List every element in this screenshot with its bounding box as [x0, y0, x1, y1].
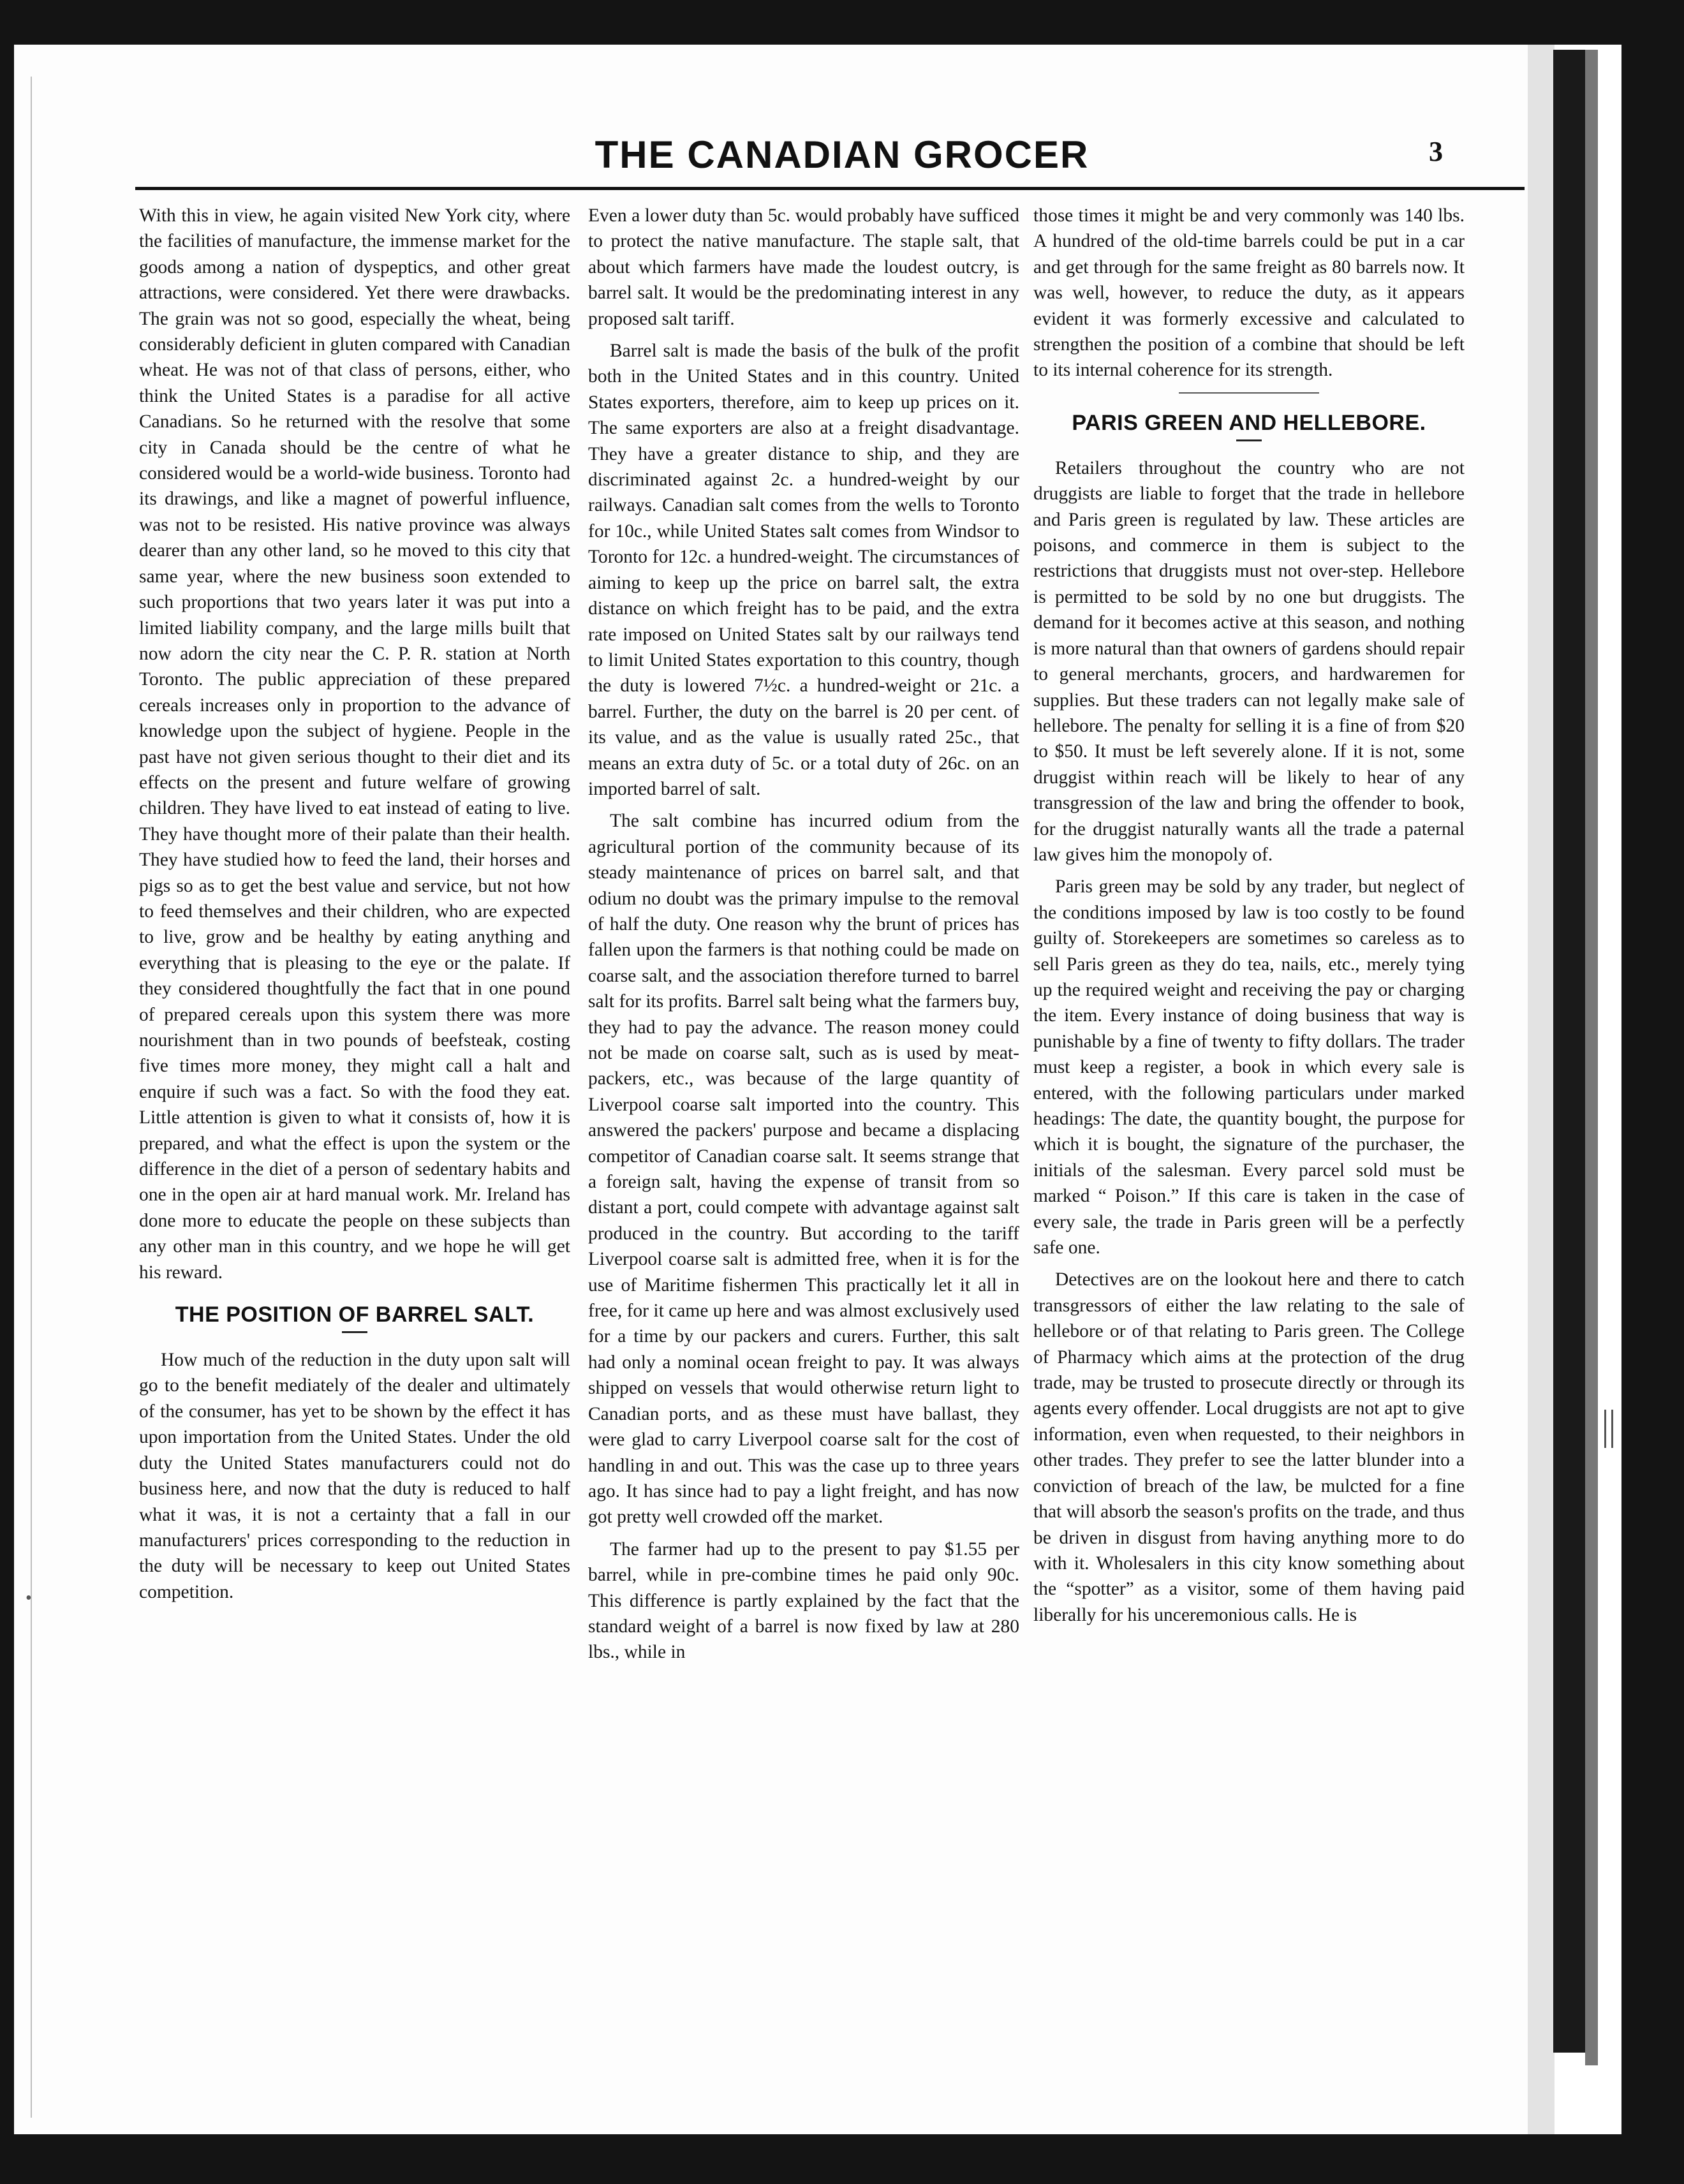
scan-border-right	[1621, 0, 1684, 2184]
book-spine	[1553, 50, 1585, 2053]
paris-green-paragraph-3: Detectives are on the lookout here and there to catch transgressors of either the law relating to the sale of hellebore or of that relating to Paris green. The College of Pharmacy which aims at the protection of the drug trade, may be trusted to prosecute directly or through its agents every offender. Local druggists are not apt to give information, even when requested, to their neighbors in other trades. They prefer to see the latter blunder into a conviction of breach of the law, be mulcted for a fine that will absorb the season's profits on the trade, and thus be driven in disgust from having anything more to do with it. Wholesalers in this city know something about the “spotter” as a visitor, some of them having paid liberally for his unceremonious calls. He is	[1033, 1269, 1465, 1625]
scan-border-left	[0, 0, 14, 2184]
heading-rule	[1236, 439, 1262, 441]
page-fold-shadow	[1528, 45, 1555, 2134]
scan-border-bottom	[0, 2134, 1684, 2184]
page-title: THE CANADIAN GROCER	[595, 133, 1089, 176]
heading-rule	[342, 1331, 367, 1333]
barrel-salt-paragraph-3: Barrel salt is made the basis of the bulk of the profit both in the United States and in this country. United States exporters, therefore, aim to keep up prices on it. The same exporters are also at a freight disadvantage. They have a greater distance to ship, and they are discriminated against 2c. a hundred-weight by our railways. Canadian salt comes from the wells to Toronto for 10c., while United States salt comes from Windsor to Toronto for 12c. a hundred-weight. The circumstances of aiming to keep up the price on barrel salt, the extra distance on which freight has to be paid, and the extra rate imposed on United States salt by our railways tend to limit United States exportation to this country, though the duty is lowered 7½c. a hundred-weight or 21c. a barrel. Further, the duty on the barrel is 20 per cent. of its value, and as the value is usually rated 25c., that means an extra duty of 5c. or a total duty of 26c. on an imported barrel of salt.	[588, 341, 1019, 799]
margin-speck: •	[26, 1588, 32, 1608]
binding-crease	[31, 77, 32, 2118]
section-divider	[1179, 392, 1319, 394]
column-1	[139, 203, 570, 2088]
book-spine-edge	[1585, 50, 1598, 2065]
edge-scratch	[1604, 1410, 1613, 1448]
article-heading-paris-green: PARIS GREEN AND HELLEBORE.	[1072, 410, 1426, 435]
barrel-salt-paragraph-5: The farmer had up to the present to pay $1.55 per barrel, while in pre-combine times he paid only 90c. This difference is partly explained by the fact that the standard weight of a barrel is now fixed by law at 280 lbs., while in	[588, 1538, 1019, 1663]
scan-border-top	[0, 0, 1684, 45]
barrel-salt-paragraph-6: those times it might be and very commonly was 140 lbs. A hundred of the old-time barrels could be put in a car and get through for the same freight as 80 barrels now. It was well, however, to reduce the duty, as it appears evident it was formerly excessive and calculated to strengthen the position of a combine that should be left to its internal coherence for its strength.	[1033, 205, 1465, 381]
barrel-salt-paragraph-1: How much of the reduction in the duty upon salt will go to the benefit mediately of the dealer and ultimately of the consumer, has yet to be shown by the effect it has upon importation from the United States. Under the old duty the United States manufacturers could not do business here, and now that the duty is reduced to half what it was, it is not a certainty that a fall in our manufacturers' prices corresponding to the reduction in the duty will be necessary to keep out United States competition.	[139, 1350, 570, 1602]
article-continuation-paragraph: With this in view, he again visited New York city, where the facilities of manufacture, the immense market for the goods among a nation of dyspeptics, and other great attractions, were considered. Yet there were drawbacks. The grain was not so good, especially the wheat, being considerably deficient in gluten compared with Canadian wheat. He was not of that class of persons, either, who think the United States is a paradise for all active Canadians. So he returned with the resolve that some city in Canada should be the centre of what he considered would be a world-wide business. Toronto had its drawings, and like a magnet of powerful influence, was not to be resisted. His native province was always dearer than any other land, so he moved to this city that same year, where the new business soon extended to such proportions that two years later it was put into a limited liability company, and the large mills built that now adorn the city near the C. P. R. station at North Toronto. The public appreciation of these prepared cereals increases only in proportion to the advance of knowledge upon the subject of hygiene. People in the past have not given serious thought to their diet and its effects on the present and future welfare of growing children. They have lived to eat instead of eating to live. They have thought more of their palate than their health. They have studied how to feed the land, their horses and pigs so as to get the best value and service, but not how to feed themselves and their children, who are expected to live, grow and be healthy by eating anything and everything that is pleasing to the eye or the palate. If they considered thoughtfully the fact that in one pound of prepared cereals upon this system there was more nourishment than in two pounds of beefsteak, costing five times more money, they might call a halt and enquire if such was a fact. So with the food they eat. Little attention is given to what it consists of, how it is prepared, and what the effect is upon the system or the difference in the diet of a person of sedentary habits and one in the open air at hard manual work. Mr. Ireland has done more to educate the people on these subjects than any other man in this country, and we hope he will get his reward.	[139, 205, 570, 1283]
paris-green-paragraph-1: Retailers throughout the country who are not druggists are liable to forget that the trade in hellebore and Paris green is regulated by law. These articles are poisons, and commerce in them is subject to the restrictions that druggists must not over-step. Hellebore is permitted to be sold by no one but druggists. The demand for it becomes active at this season, and nothing is more natural than that owners of gardens should repair to general merchants, grocers, and hardwaremen for supplies. But these traders can not legally make sale of hellebore. The penalty for selling it is a fine of from $20 to $50. It must be left severely alone. If it is not, some druggist within reach will be likely to hear of any transgression of the law and bring the offender to book, for the druggist naturally wants all the trade a paternal law gives him the monopoly of.	[1033, 457, 1465, 865]
article-heading-barrel-salt: THE POSITION OF BARREL SALT.	[175, 1302, 535, 1327]
column-3	[1033, 203, 1465, 2088]
column-2	[588, 203, 1019, 2088]
page-number: 3	[1429, 136, 1443, 167]
barrel-salt-paragraph-2: Even a lower duty than 5c. would probably have sufficed to protect the native manufacture. The staple salt, that about which farmers have made the loudest outcry, is barrel salt. It would be the predominating interest in any proposed salt tariff.	[588, 205, 1019, 329]
barrel-salt-paragraph-4: The salt combine has incurred odium from the agricultural portion of the community because of its steady maintenance of prices on barrel salt, and that odium no doubt was the primary impulse to the removal of half the duty. One reason why the brunt of prices has fallen upon the farmers is that nothing could be made on coarse salt, and the association therefore turned to barrel salt for its profits. Barrel salt being what the farmers buy, they had to pay the advance. The reason money could not be made on coarse salt, such as is used by meat-packers, etc., was because of the large quantity of Liverpool coarse salt imported into the country. This answered the packers' purpose and became a displacing competitor of Canadian coarse salt. It seems strange that a foreign salt, having the expense of transit from so distant a port, could compete with advantage against salt produced in the country. But according to the tariff Liverpool coarse salt is admitted free, when it is for the use of Maritime fishermen This practically let it all in free, for it came up here and was almost exclusively used for a time by our packers and curers. Further, this salt had only a nominal ocean freight to pay. It was always shipped on vessels that would otherwise return light to Canadian ports, and as these must have ballast, they were glad to carry Liverpool coarse salt for the cost of handling in and out. This was the case up to three years ago. It has since had to pay a light freight, and has now got pretty well crowded off the market.	[588, 811, 1019, 1528]
paris-green-paragraph-2: Paris green may be sold by any trader, but neglect of the conditions imposed by law is too costly to be found guilty of. Storekeepers are sometimes so careless as to sell Paris green as they do tea, nails, etc., merely tying up the required weight and receiving the pay or charging the item. Every instance of doing business that way is punishable by a fine of twenty to fifty dollars. The trader must keep a register, a book in which every sale is entered, with the following particulars under marked headings: The date, the quantity bought, the purpose for which it is bought, the signature of the purchaser, the initials of the salesman. Every parcel sold must be marked “ Poison.” If this care is taken in the case of every sale, the trade in Paris green will be a perfectly safe one.	[1033, 876, 1465, 1258]
masthead-rule	[135, 187, 1525, 190]
